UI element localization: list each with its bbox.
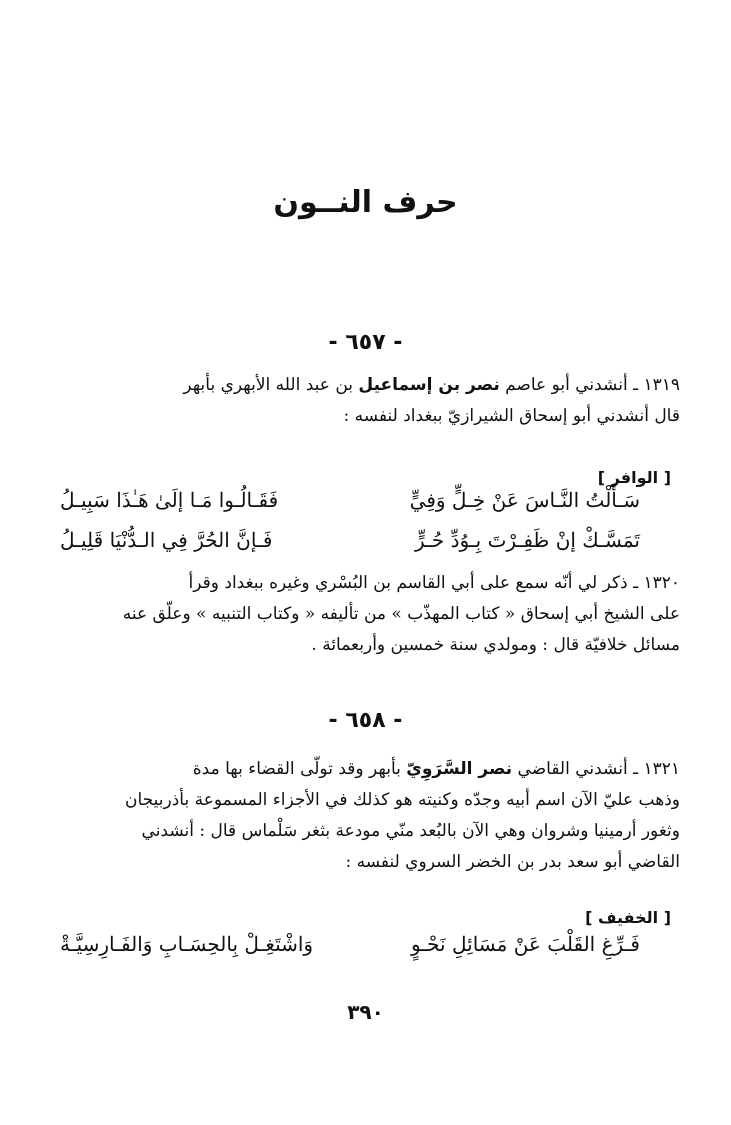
prose-line: على الشيخ أبي إسحاق « كتاب المهذّب » من تأليفه « وكتاب التنبيه » وعلّق عنه: [122, 604, 680, 624]
second-hemistich: وَاشْتَغِـلْ بِالحِسَـابِ وَالفَـارِسِيَّـةْ: [60, 932, 314, 956]
verse-line: [60, 924, 640, 964]
entry-number-657: - ٦٥٧ -: [328, 330, 403, 355]
entry-1321-text: [40, 754, 680, 878]
second-hemistich: فَـإنَّ الحُرَّ فِي الـدُّنْيَا قَلِيـلُ: [60, 528, 273, 552]
prose-line: القاضي أبو سعد بدر بن الخضر السروي لنفسه :: [345, 852, 680, 872]
entry-1319-text: [40, 370, 680, 432]
poem: [60, 480, 640, 560]
chapter-title: حرف النــون: [273, 185, 458, 220]
prose-line: ١٣٢٠ ـ ذكر لي أنّه سمع على أبي القاسم بن البُسْري وغيره ببغداد وقرأ: [188, 573, 680, 593]
page-number: ٣٩٠: [347, 1000, 384, 1024]
poem: [60, 924, 640, 964]
first-hemistich: تَمَسَّـكْ إنْ ظَفِـرْتَ بِـوُدِّ حُـرٍّ: [414, 528, 640, 552]
prose-line: ١٣١٩ ـ أنشدني أبو عاصم نصر بن إسماعيل بن عبد الله الأبهري بأبهر: [183, 375, 680, 395]
verse-line: [60, 520, 640, 560]
first-hemistich: سَـأَلْتُ النَّـاسَ عَنْ خِـلٍّ وَفِيٍّ: [409, 488, 640, 512]
entry-1320-text: [40, 568, 680, 661]
verse-line: [60, 480, 640, 520]
first-hemistich: فَـرِّغِ القَلْبَ عَنْ مَسَائِلِ نَحْـوٍ: [410, 932, 640, 956]
prose-line: وذهب عليّ الآن اسم أبيه وجدّه وكنيته هو كذلك في الأجزاء المسموعة بأذربيجان: [124, 790, 680, 810]
prose-line: مسائل خلافيّة قال : ومولدي سنة خمسين وأربعمائة .: [311, 635, 680, 655]
prose-line: قال أنشدني أبو إسحاق الشيرازيّ ببغداد لنفسه :: [343, 406, 680, 426]
entry-number-658: - ٦٥٨ -: [328, 708, 403, 733]
second-hemistich: فَقَـالُـوا مَـا إلَىٰ هَـٰذَا سَبِيـلُ: [60, 488, 279, 512]
person-name: نصر بن إسماعيل: [358, 375, 500, 395]
meter-label: [ الوافر ]: [597, 468, 671, 487]
prose-line: وثغور أرمينيا وشروان وهي الآن بالبُعد منّي مودعة بثغر سَلْماس قال : أنشدني: [141, 821, 680, 841]
person-name: نصر السَّرَوِيّ: [406, 759, 513, 779]
prose-line: ١٣٢١ ـ أنشدني القاضي نصر السَّرَوِيّ بأبهر وقد تولّى القضاء بها مدة: [192, 759, 680, 779]
meter-label: [ الخفيف ]: [585, 908, 671, 927]
